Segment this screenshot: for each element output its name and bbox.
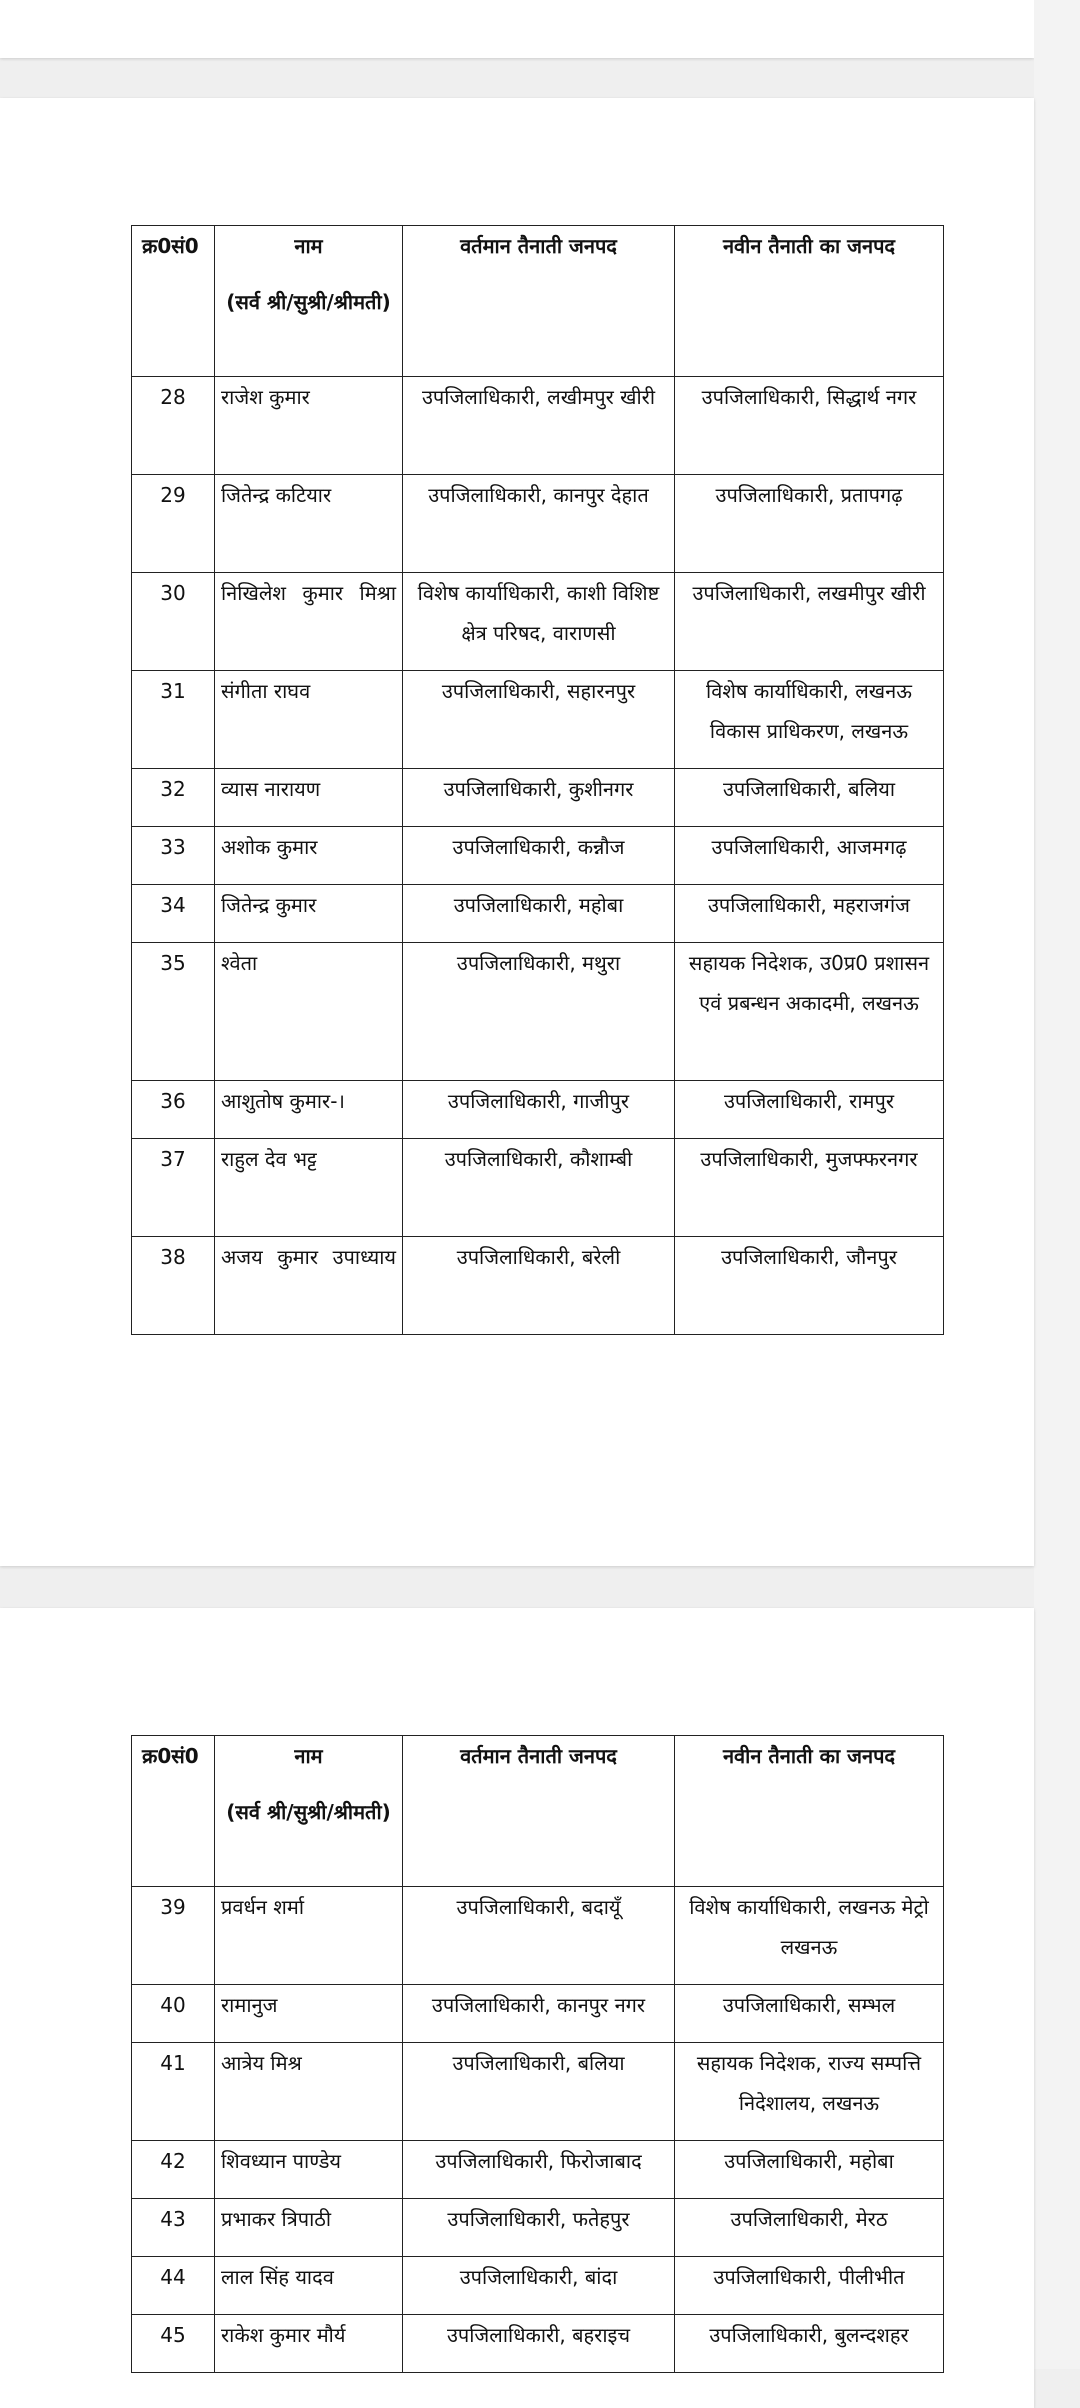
table-header-row (132, 226, 944, 377)
cell-serial: 40 (132, 1985, 215, 2043)
cell-current-posting: उपजिलाधिकारी, कानपुर नगर (403, 1985, 675, 2043)
header-current-posting: वर्तमान तैनाती जनपद (403, 226, 675, 377)
cell-name: व्यास नारायण (215, 769, 403, 827)
previous-page-fragment (0, 0, 1034, 58)
transfer-table-page-1 (131, 225, 944, 1335)
cell-name: लाल सिंह यादव (215, 2257, 403, 2315)
cell-new-posting: उपजिलाधिकारी, सिद्धार्थ नगर (675, 377, 944, 475)
cell-serial: 28 (132, 377, 215, 475)
cell-serial: 33 (132, 827, 215, 885)
table-row (132, 827, 944, 885)
table-row (132, 1237, 944, 1335)
cell-serial: 39 (132, 1887, 215, 1985)
table-row (132, 1887, 944, 1985)
cell-current-posting: उपजिलाधिकारी, मथुरा (403, 943, 675, 1081)
cell-serial: 37 (132, 1139, 215, 1237)
cell-new-posting: उपजिलाधिकारी, महोबा (675, 2141, 944, 2199)
cell-current-posting: विशेष कार्याधिकारी, काशी विशिष्ट क्षेत्र परिषद, वाराणसी (403, 573, 675, 671)
cell-current-posting: उपजिलाधिकारी, सहारनपुर (403, 671, 675, 769)
cell-current-posting: उपजिलाधिकारी, कौशाम्बी (403, 1139, 675, 1237)
cell-serial: 35 (132, 943, 215, 1081)
cell-serial: 45 (132, 2315, 215, 2373)
cell-name: संगीता राघव (215, 671, 403, 769)
cell-new-posting: विशेष कार्याधिकारी, लखनऊ विकास प्राधिकरण, लखनऊ (675, 671, 944, 769)
cell-serial: 34 (132, 885, 215, 943)
cell-name: रामानुज (215, 1985, 403, 2043)
cell-name: श्वेता (215, 943, 403, 1081)
cell-name: राहुल देव भट्ट (215, 1139, 403, 1237)
cell-new-posting: उपजिलाधिकारी, लखमीपुर खीरी (675, 573, 944, 671)
table-header-row (132, 1736, 944, 1887)
cell-new-posting: उपजिलाधिकारी, आजमगढ़ (675, 827, 944, 885)
header-new-posting: नवीन तैनाती का जनपद (675, 1736, 944, 1887)
cell-current-posting: उपजिलाधिकारी, कन्नौज (403, 827, 675, 885)
header-name-label: नाम (294, 1744, 323, 1768)
header-name-label: नाम (294, 234, 323, 258)
table-row (132, 2315, 944, 2373)
cell-new-posting: उपजिलाधिकारी, पीलीभीत (675, 2257, 944, 2315)
cell-name: राजेश कुमार (215, 377, 403, 475)
header-serial: क्र0सं0 (132, 1736, 215, 1887)
table-row (132, 671, 944, 769)
table-row (132, 1139, 944, 1237)
cell-new-posting: उपजिलाधिकारी, मेरठ (675, 2199, 944, 2257)
table-row (132, 2199, 944, 2257)
cell-name: अजय कुमार उपाध्याय (215, 1237, 403, 1335)
cell-current-posting: उपजिलाधिकारी, महोबा (403, 885, 675, 943)
cell-name: निखिलेश कुमार मिश्रा (215, 573, 403, 671)
header-current-posting: वर्तमान तैनाती जनपद (403, 1736, 675, 1887)
cell-current-posting: उपजिलाधिकारी, कुशीनगर (403, 769, 675, 827)
transfer-table-page-2 (131, 1735, 944, 2373)
table-row (132, 943, 944, 1081)
cell-new-posting: उपजिलाधिकारी, प्रतापगढ़ (675, 475, 944, 573)
cell-name: अशोक कुमार (215, 827, 403, 885)
cell-serial: 42 (132, 2141, 215, 2199)
header-name-sub: (सर्व श्री/सुश्री/श्रीमती) (226, 290, 391, 314)
table-row (132, 475, 944, 573)
header-name-sub: (सर्व श्री/सुश्री/श्रीमती) (226, 1800, 391, 1824)
viewer-gutter (1034, 0, 1080, 2369)
cell-new-posting: सहायक निदेशक, राज्य सम्पत्ति निदेशालय, लखनऊ (675, 2043, 944, 2141)
cell-serial: 36 (132, 1081, 215, 1139)
cell-serial: 38 (132, 1237, 215, 1335)
cell-name: जितेन्द्र कुमार (215, 885, 403, 943)
table-row (132, 2141, 944, 2199)
cell-current-posting: उपजिलाधिकारी, गाजीपुर (403, 1081, 675, 1139)
cell-name: जितेन्द्र कटियार (215, 475, 403, 573)
cell-current-posting: उपजिलाधिकारी, फतेहपुर (403, 2199, 675, 2257)
cell-current-posting: उपजिलाधिकारी, बांदा (403, 2257, 675, 2315)
table-row (132, 2043, 944, 2141)
cell-serial: 29 (132, 475, 215, 573)
document-page-2 (0, 1608, 1034, 2408)
cell-current-posting: उपजिलाधिकारी, बहराइच (403, 2315, 675, 2373)
cell-current-posting: उपजिलाधिकारी, कानपुर देहात (403, 475, 675, 573)
cell-current-posting: उपजिलाधिकारी, बरेली (403, 1237, 675, 1335)
cell-current-posting: उपजिलाधिकारी, फिरोजाबाद (403, 2141, 675, 2199)
cell-new-posting: उपजिलाधिकारी, रामपुर (675, 1081, 944, 1139)
cell-serial: 41 (132, 2043, 215, 2141)
cell-new-posting: उपजिलाधिकारी, जौनपुर (675, 1237, 944, 1335)
table-row (132, 377, 944, 475)
cell-name: प्रभाकर त्रिपाठी (215, 2199, 403, 2257)
table-row (132, 1081, 944, 1139)
cell-current-posting: उपजिलाधिकारी, लखीमपुर खीरी (403, 377, 675, 475)
cell-new-posting: विशेष कार्याधिकारी, लखनऊ मेट्रो लखनऊ (675, 1887, 944, 1985)
cell-name: आशुतोष कुमार-। (215, 1081, 403, 1139)
header-name (215, 226, 403, 377)
cell-serial: 44 (132, 2257, 215, 2315)
cell-new-posting: उपजिलाधिकारी, बुलन्दशहर (675, 2315, 944, 2373)
cell-serial: 32 (132, 769, 215, 827)
cell-new-posting: उपजिलाधिकारी, मुजफ्फरनगर (675, 1139, 944, 1237)
cell-new-posting: उपजिलाधिकारी, महराजगंज (675, 885, 944, 943)
header-new-posting: नवीन तैनाती का जनपद (675, 226, 944, 377)
cell-serial: 43 (132, 2199, 215, 2257)
document-page-1 (0, 98, 1034, 1566)
cell-name: राकेश कुमार मौर्य (215, 2315, 403, 2373)
table-row (132, 1985, 944, 2043)
cell-name: शिवध्यान पाण्डेय (215, 2141, 403, 2199)
table-row (132, 769, 944, 827)
cell-serial: 30 (132, 573, 215, 671)
table-row (132, 573, 944, 671)
cell-new-posting: सहायक निदेशक, उ0प्र0 प्रशासन एवं प्रबन्धन अकादमी, लखनऊ (675, 943, 944, 1081)
cell-new-posting: उपजिलाधिकारी, सम्भल (675, 1985, 944, 2043)
table-row (132, 885, 944, 943)
cell-name: प्रवर्धन शर्मा (215, 1887, 403, 1985)
cell-new-posting: उपजिलाधिकारी, बलिया (675, 769, 944, 827)
cell-current-posting: उपजिलाधिकारी, बदायूँ (403, 1887, 675, 1985)
table-row (132, 2257, 944, 2315)
header-serial: क्र0सं0 (132, 226, 215, 377)
cell-current-posting: उपजिलाधिकारी, बलिया (403, 2043, 675, 2141)
cell-serial: 31 (132, 671, 215, 769)
header-name (215, 1736, 403, 1887)
cell-name: आत्रेय मिश्र (215, 2043, 403, 2141)
